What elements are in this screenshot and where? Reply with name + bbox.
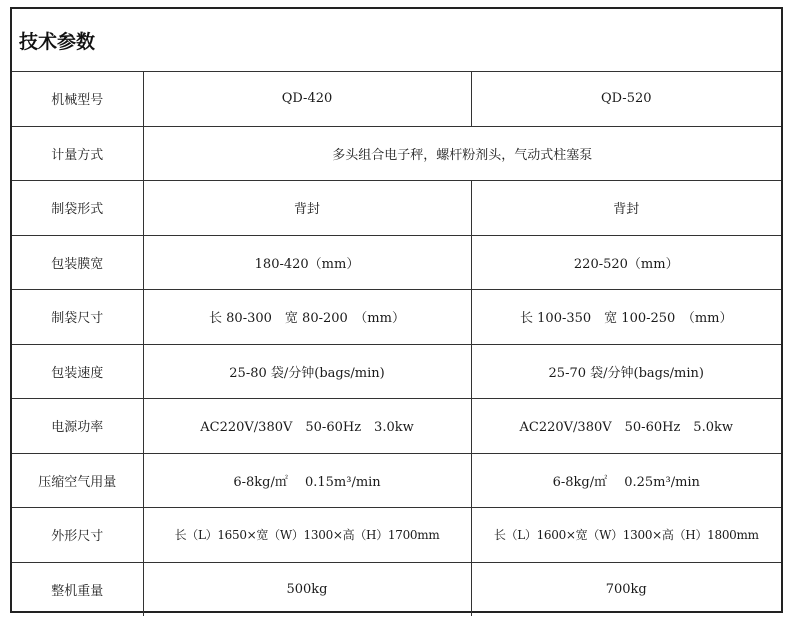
cell-qd520-bag-form: 背封 <box>471 181 781 236</box>
table-row-power <box>12 399 781 454</box>
spec-table <box>12 71 781 616</box>
row-label: 电源功率 <box>12 399 143 454</box>
row-label: 机械型号 <box>12 72 143 127</box>
cell-metering-shared: 多头组合电子秤，螺杆粉剂头，气动式柱塞泵 <box>143 126 781 181</box>
cell-qd520-bag-size: 长 100-350 宽 100-250 （mm） <box>471 290 781 345</box>
row-label: 计量方式 <box>12 126 143 181</box>
table-row-metering <box>12 126 781 181</box>
spec-panel <box>10 7 783 613</box>
cell-qd420-dimensions: 长（L）1650×宽（W）1300×高（H）1700mm <box>143 508 471 563</box>
table-row-speed <box>12 344 781 399</box>
table-row-bag-form <box>12 181 781 236</box>
cell-qd520-power: AC220V/380V 50-60Hz 5.0kw <box>471 399 781 454</box>
row-label: 外形尺寸 <box>12 508 143 563</box>
cell-qd420-power: AC220V/380V 50-60Hz 3.0kw <box>143 399 471 454</box>
cell-qd420-air: 6-8kg/㎡ 0.15m³/min <box>143 453 471 508</box>
cell-qd520-model: QD-520 <box>471 72 781 127</box>
cell-qd420-weight: 500kg <box>143 562 471 616</box>
row-label: 整机重量 <box>12 562 143 616</box>
cell-qd420-bag-size: 长 80-300 宽 80-200 （mm） <box>143 290 471 345</box>
cell-qd520-film-width: 220-520（mm） <box>471 235 781 290</box>
row-label: 制袋尺寸 <box>12 290 143 345</box>
cell-qd420-model: QD-420 <box>143 72 471 127</box>
table-row-weight <box>12 562 781 616</box>
cell-qd520-weight: 700kg <box>471 562 781 616</box>
row-label: 包装速度 <box>12 344 143 399</box>
row-label: 制袋形式 <box>12 181 143 236</box>
cell-qd420-bag-form: 背封 <box>143 181 471 236</box>
cell-qd520-dimensions: 长（L）1600×宽（W）1300×高（H）1800mm <box>471 508 781 563</box>
row-label: 包装膜宽 <box>12 235 143 290</box>
cell-qd420-film-width: 180-420（mm） <box>143 235 471 290</box>
page-title: 技术参数 <box>19 30 96 53</box>
table-row-model <box>12 72 781 127</box>
table-row-dimensions <box>12 508 781 563</box>
cell-qd520-speed: 25-70 袋/分钟(bags/min) <box>471 344 781 399</box>
table-row-air <box>12 453 781 508</box>
cell-qd420-speed: 25-80 袋/分钟(bags/min) <box>143 344 471 399</box>
cell-qd520-air: 6-8kg/㎡ 0.25m³/min <box>471 453 781 508</box>
title-bar <box>12 9 781 71</box>
table-row-bag-size <box>12 290 781 345</box>
row-label: 压缩空气用量 <box>12 453 143 508</box>
table-row-film-width <box>12 235 781 290</box>
